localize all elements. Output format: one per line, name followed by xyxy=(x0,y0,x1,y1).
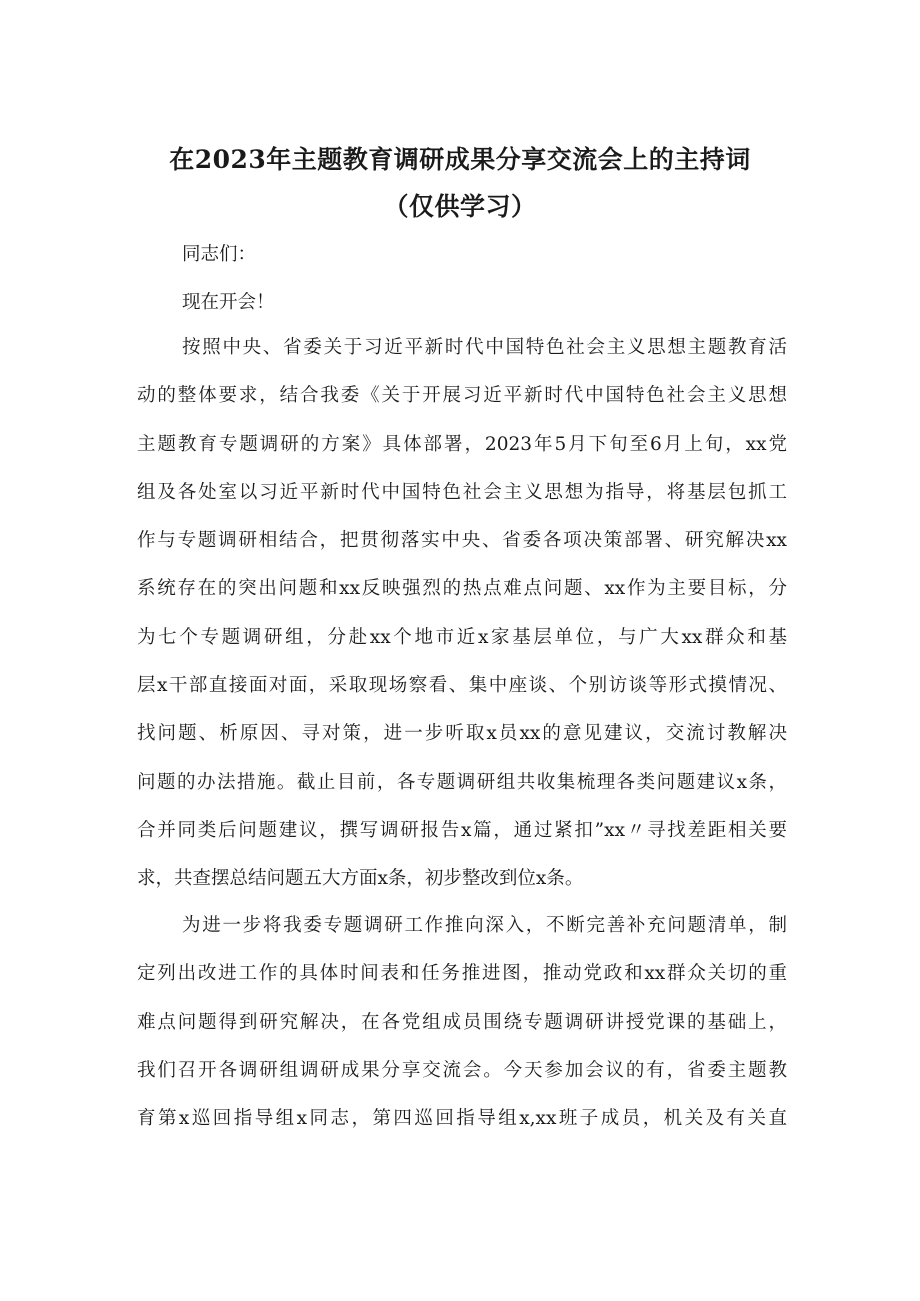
paragraph-line: 为进一步将我委专题调研工作推向深入，不断完善补充问题清单，制 xyxy=(182,915,787,936)
document-title: 在2023年主题教育调研成果分享交流会上的主持词 xyxy=(169,145,751,174)
paragraph-line: 按照中央、省委关于习近平新时代中国特色社会主义思想主题教育活 xyxy=(182,337,787,358)
paragraph-line: 动的整体要求，结合我委《关于开展习近平新时代中国特色社会主义思想 xyxy=(137,385,787,407)
paragraph-line: 求，共查摆总结问题五大方面x条，初步整改到位x条。 xyxy=(137,868,584,890)
opening-line: 现在开会！ xyxy=(182,292,275,313)
paragraph-line: 我们召开各调研组调研成果分享交流会。今天参加会议的有，省委主题教 xyxy=(137,1059,787,1081)
paragraph-line: 系统存在的突出问题和xx反映强烈的热点难点问题、xx作为主要目标，分 xyxy=(137,578,787,600)
paragraph-line: 为七个专题调研组，分赴xx个地市近x家基层单位，与广大xx群众和基 xyxy=(137,626,787,648)
paragraph-line: 定列出改进工作的具体时间表和任务推进图，推动党政和xx群众关切的重 xyxy=(137,963,787,985)
paragraph-line: 问题的办法措施。截止目前，各专题调研组共收集梳理各类问题建议x条， xyxy=(137,771,787,793)
paragraph-1 xyxy=(137,324,787,904)
paragraph-2 xyxy=(137,902,787,1143)
paragraph-line: 找问题、析原因、寻对策，进一步听取x员xx的意见建议，交流讨教解决 xyxy=(137,723,787,745)
paragraph-line: 主题教育专题调研的方案》具体部署，2023年5月下旬至6月上旬，xx党 xyxy=(137,433,787,455)
paragraph-line: 育第x巡回指导组x同志，第四巡回指导组x,xx班子成员，机关及有关直 xyxy=(137,1108,787,1130)
salutation: 同志们： xyxy=(182,244,257,265)
paragraph-line: 合并同类后问题建议，撰写调研报告x篇，通过紧扣”xx〃寻找差距相关要 xyxy=(137,819,787,841)
paragraph-line: 层x干部直接面对面，采取现场察看、集中座谈、个别访谈等形式摸情况、 xyxy=(137,675,787,697)
document-subtitle: （仅供学习） xyxy=(383,192,537,221)
paragraph-line: 作与专题调研相结合，把贯彻落实中央、省委各项决策部署、研究解决xx xyxy=(137,530,787,552)
paragraph-line: 难点问题得到研究解决，在各党组成员围绕专题调研讲授党课的基础上， xyxy=(137,1011,787,1033)
paragraph-line: 组及各处室以习近平新时代中国特色社会主义思想为指导，将基层包抓工 xyxy=(137,481,787,503)
